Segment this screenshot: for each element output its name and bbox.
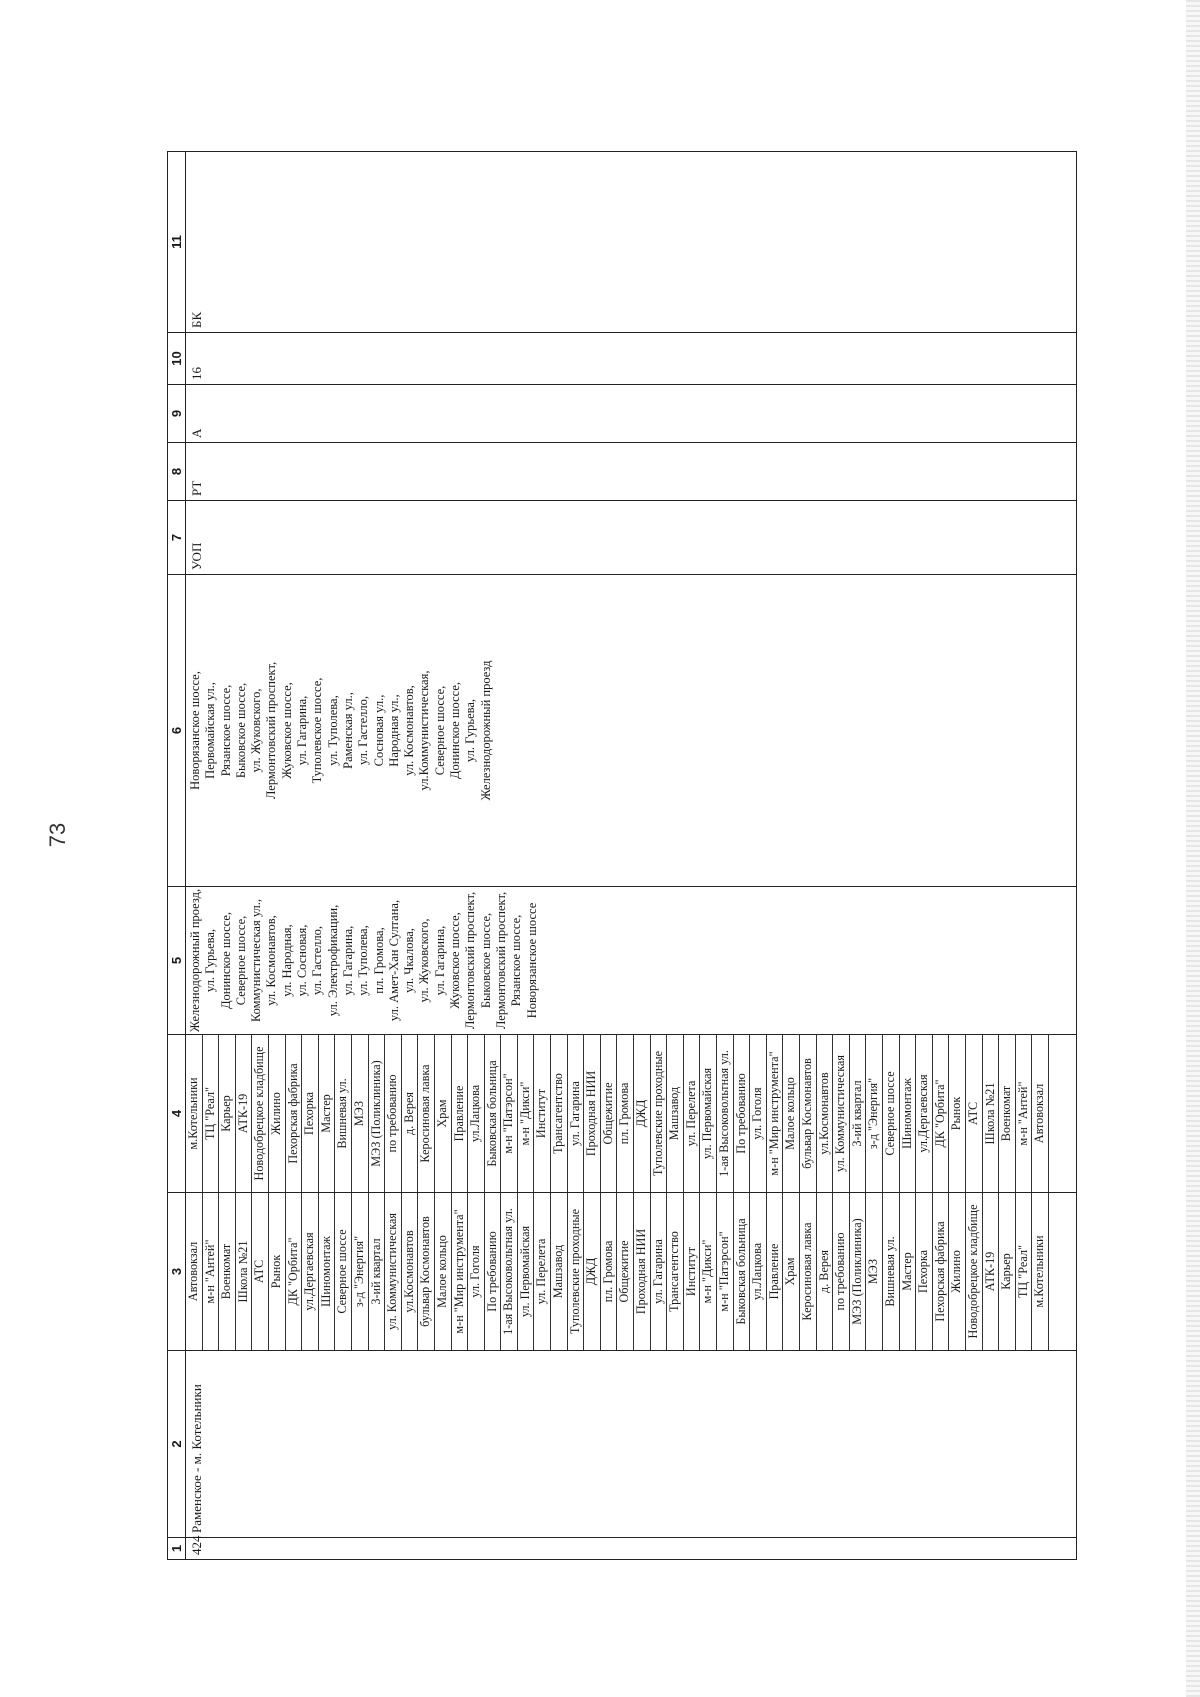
street-item: Рязанское шоссе, xyxy=(218,684,233,777)
stop-item: По требованию xyxy=(485,1193,502,1350)
header-col-10: 10 xyxy=(168,333,186,385)
stops-backward-cell xyxy=(186,1035,1077,1193)
street-item: Раменская ул., xyxy=(340,692,355,769)
stop-item: Керосиновая лавка xyxy=(800,1193,817,1350)
rotated-table-frame xyxy=(167,152,1077,1560)
header-col-11: 11 xyxy=(168,152,186,333)
col9-cell: А xyxy=(186,385,1077,443)
stop-item: Карьер xyxy=(219,1035,236,1192)
stop-item: м-н "Антей" xyxy=(1016,1035,1033,1192)
stop-item: м-н "Патэрсон" xyxy=(501,1035,518,1192)
stop-item: Малое кольцо xyxy=(783,1035,800,1192)
stop-item: ул.Дергаевская xyxy=(302,1193,319,1350)
streets-forward-list xyxy=(186,887,540,1034)
route-number-cell: 424 xyxy=(186,1538,1077,1560)
stop-item: Пехорка xyxy=(302,1035,319,1192)
stop-item: МЭЗ (Поликлиника) xyxy=(850,1193,867,1350)
stop-item: Школа №21 xyxy=(236,1193,253,1350)
stop-item: ул. Первомайская xyxy=(518,1193,535,1350)
street-item: Быковское шоссе, xyxy=(478,912,493,1009)
street-item: ул. Гурьева, xyxy=(203,928,218,993)
stop-item: м-н "Патэрсон" xyxy=(717,1193,734,1350)
stop-item: МЭЗ xyxy=(866,1193,883,1350)
stop-item: Малое кольцо xyxy=(435,1193,452,1350)
stop-item: 3-ий квартал xyxy=(369,1193,386,1350)
stop-item: Автовокзал xyxy=(186,1193,203,1350)
stop-item: ул. Коммунистическая xyxy=(833,1035,850,1192)
stop-item: Институт xyxy=(684,1193,701,1350)
stop-item: ДК "Орбита" xyxy=(933,1035,950,1192)
street-item: Лермонтовский проспект, xyxy=(264,661,279,800)
street-item: Рязанское шоссе, xyxy=(509,914,524,1007)
street-item: ул.Коммунистическая, xyxy=(417,670,432,791)
header-col-1: 1 xyxy=(168,1538,186,1560)
street-item: Железнодорожный проезд, xyxy=(188,888,202,1033)
col10-cell: 16 xyxy=(186,333,1077,385)
header-col-6: 6 xyxy=(168,575,186,887)
stop-item: Храм xyxy=(783,1193,800,1350)
stop-item: Школа №21 xyxy=(983,1035,1000,1192)
header-col-2: 2 xyxy=(168,1351,186,1538)
stop-item: ул.Космонавтов xyxy=(402,1193,419,1350)
stops-forward-cell xyxy=(186,1193,1077,1351)
col11-cell: БК xyxy=(186,152,1077,333)
stop-item: м-н "Дикси" xyxy=(518,1035,535,1192)
street-item: Новорязанское шоссе, xyxy=(188,671,202,790)
stop-item: ул. Коммунистическая xyxy=(385,1193,402,1350)
street-item: Жуковское шоссе, xyxy=(279,682,294,779)
stop-item: Жилино xyxy=(269,1035,286,1192)
stop-item: ул.Дергаевская xyxy=(916,1035,933,1192)
stop-item: ул.Космонавтов xyxy=(817,1035,834,1192)
stop-item: Керосиновая лавка xyxy=(418,1035,435,1192)
street-item: Лермонтовский проспект, xyxy=(463,891,478,1030)
stop-item: Общежитие xyxy=(601,1035,618,1192)
header-col-7: 7 xyxy=(168,501,186,575)
stop-item: ул.Лацкова xyxy=(750,1193,767,1350)
stop-item: м-н "Антей" xyxy=(203,1193,220,1350)
stop-item: ДК "Орбита" xyxy=(286,1193,303,1350)
stops-forward-list xyxy=(186,1193,1049,1350)
stop-item: Правление xyxy=(452,1035,469,1192)
stop-item: Автовокзал xyxy=(1032,1035,1049,1192)
stop-item: По требованию xyxy=(734,1035,751,1192)
stop-item: ул. Первомайская xyxy=(700,1035,717,1192)
street-item: ул. Туполева, xyxy=(356,925,371,996)
stop-item: пл. Громова xyxy=(601,1193,618,1350)
stop-item: м-н "Мир инструмента" xyxy=(452,1193,469,1350)
street-item: ул. Жуковского, xyxy=(249,688,264,773)
stop-item: Шиномонтаж xyxy=(900,1035,917,1192)
route-table xyxy=(167,151,1077,1560)
stop-item: по требованию xyxy=(385,1035,402,1192)
stop-item: АТК-19 xyxy=(983,1193,1000,1350)
stop-item: Туполевские проходные xyxy=(651,1035,668,1192)
street-item: Жуковское шоссе, xyxy=(448,912,463,1009)
stop-item: Быковская больница xyxy=(734,1193,751,1350)
street-item: Железнодорожный проезд xyxy=(478,660,493,801)
stop-item: Институт xyxy=(534,1035,551,1192)
stop-item: 3-ий квартал xyxy=(850,1035,867,1192)
street-item: ул. Гагарина, xyxy=(340,925,355,996)
stop-item: ул. Гагарина xyxy=(651,1193,668,1350)
stop-item: з-д "Энергия" xyxy=(352,1193,369,1350)
street-item: Народная ул., xyxy=(386,694,401,767)
street-item: ул. Космонавтов, xyxy=(402,685,417,776)
stop-item: Пехорская фабрика xyxy=(933,1193,950,1350)
street-item: Северное шоссе, xyxy=(432,685,447,776)
stop-item: ул.Лацкова xyxy=(468,1035,485,1192)
street-item: Донинское шоссе, xyxy=(448,682,463,780)
stop-item: МЭЗ (Поликлиника) xyxy=(369,1035,386,1192)
stop-item: Новодобрецкое кладбище xyxy=(252,1035,269,1192)
stop-item: д. Верея xyxy=(402,1035,419,1192)
street-item: ул. Космонавтов, xyxy=(264,915,279,1006)
stop-item: ул. Гоголя xyxy=(750,1035,767,1192)
street-item: Коммунистическая ул., xyxy=(249,898,264,1023)
stop-item: ул. Гагарина xyxy=(568,1035,585,1192)
stop-item: м-н "Мир инструмента" xyxy=(767,1035,784,1192)
stop-item: 1-ая Высоковольтная ул. xyxy=(717,1035,734,1192)
stop-item: Правление xyxy=(767,1193,784,1350)
street-item: ул. Жуковского, xyxy=(417,918,432,1003)
stop-item: Проходная НИИ xyxy=(634,1193,651,1350)
header-col-8: 8 xyxy=(168,443,186,501)
stop-item: Карьер xyxy=(999,1193,1016,1350)
stop-item: ул. Гоголя xyxy=(468,1193,485,1350)
stop-item: Рынок xyxy=(949,1035,966,1192)
street-item: пл. Громова, xyxy=(371,927,386,994)
stop-item: Храм xyxy=(435,1035,452,1192)
stop-item: Новодобрецкое кладбище xyxy=(966,1193,983,1350)
stop-item: Мастер xyxy=(319,1035,336,1192)
street-item: Лермонтовский проспект, xyxy=(493,891,508,1030)
street-item: ул. Гурьева, xyxy=(463,698,478,763)
streets-backward-cell xyxy=(186,575,1077,887)
stop-item: 1-ая Высоковольтная ул. xyxy=(501,1193,518,1350)
street-item: ул. Гагарина, xyxy=(432,925,447,996)
stop-item: Рынок xyxy=(269,1193,286,1350)
street-item: ул. Амет-Хан Султана, xyxy=(386,899,401,1022)
stop-item: МЭЗ xyxy=(352,1035,369,1192)
col8-cell: РТ xyxy=(186,443,1077,501)
stop-item: Трансагентство xyxy=(551,1035,568,1192)
stop-item: д. Верея xyxy=(817,1193,834,1350)
stop-item: Шиномонтаж xyxy=(319,1193,336,1350)
stop-item: м.Котельники xyxy=(1032,1193,1049,1350)
col7-cell: УОП xyxy=(186,501,1077,575)
street-item: ул. Гастелло, xyxy=(310,925,325,996)
stop-item: Машзавод xyxy=(551,1193,568,1350)
stop-item: Пехорская фабрика xyxy=(286,1035,303,1192)
stop-item: Военкомат xyxy=(999,1035,1016,1192)
stop-item: Туполевские проходные xyxy=(568,1193,585,1350)
stops-backward-list xyxy=(186,1035,1049,1192)
stop-item: м-н "Дикси" xyxy=(700,1193,717,1350)
street-item: Новорязанское шоссе xyxy=(524,902,539,1019)
street-item: ул. Гагарина, xyxy=(295,695,310,766)
street-item: ул. Гастелло, xyxy=(356,695,371,766)
stop-item: з-д "Энергия" xyxy=(866,1035,883,1192)
stop-item: АТС xyxy=(966,1035,983,1192)
header-col-5: 5 xyxy=(168,887,186,1035)
stop-item: АТС xyxy=(252,1193,269,1350)
street-item: ул. Народная, xyxy=(279,924,294,997)
stop-item: ул. Перелета xyxy=(684,1035,701,1192)
stop-item: Мастер xyxy=(900,1193,917,1350)
stop-item: Трансагентство xyxy=(667,1193,684,1350)
stop-item: ТЦ "Реал" xyxy=(1016,1193,1033,1350)
stop-item: Быковская больница xyxy=(485,1035,502,1192)
stop-item: бульвар Космонавтов xyxy=(800,1035,817,1192)
street-item: Сосновая ул., xyxy=(371,694,386,767)
stop-item: ДЖД xyxy=(634,1035,651,1192)
stop-item: Северное шоссе xyxy=(883,1035,900,1192)
street-item: Быковское шоссе, xyxy=(233,682,248,779)
street-item: ул. Чкалова, xyxy=(402,928,417,993)
header-col-9: 9 xyxy=(168,385,186,443)
table-row xyxy=(186,152,1077,1560)
street-item: Северное шоссе, xyxy=(233,915,248,1006)
stop-item: Северное шоссе xyxy=(335,1193,352,1350)
header-col-3: 3 xyxy=(168,1193,186,1351)
stop-item: Вишневая ул. xyxy=(335,1035,352,1192)
stop-item: ДЖД xyxy=(584,1193,601,1350)
scan-edge xyxy=(1186,0,1200,1697)
street-item: ул. Электрофикации, xyxy=(325,904,340,1017)
stop-item: ул. Перелета xyxy=(534,1193,551,1350)
stop-item: бульвар Космонавтов xyxy=(418,1193,435,1350)
stop-item: Вишневая ул. xyxy=(883,1193,900,1350)
stop-item: Общежитие xyxy=(617,1193,634,1350)
street-item: Туполевское шоссе, xyxy=(310,677,325,784)
street-item: ул. Сосновая, xyxy=(295,924,310,997)
street-item: Первомайская ул., xyxy=(203,682,218,779)
street-item: ул. Туполева, xyxy=(325,695,340,766)
streets-backward-list xyxy=(186,575,494,886)
stop-item: Военкомат xyxy=(219,1193,236,1350)
header-col-4: 4 xyxy=(168,1035,186,1193)
stop-item: Машзавод xyxy=(667,1035,684,1192)
stop-item: м.Котельники xyxy=(186,1035,203,1192)
stop-item: Пехорка xyxy=(916,1193,933,1350)
stop-item: по требованию xyxy=(833,1193,850,1350)
street-item: Донинское шоссе, xyxy=(218,912,233,1010)
stop-item: Проходная НИИ xyxy=(584,1035,601,1192)
page-number: 73 xyxy=(45,822,70,848)
stop-item: ТЦ "Реал" xyxy=(203,1035,220,1192)
route-name-cell: Раменское - м. Котельники xyxy=(186,1351,1077,1538)
stop-item: АТК-19 xyxy=(236,1035,253,1192)
stop-item: Жилино xyxy=(949,1193,966,1350)
stop-item: пл. Громова xyxy=(617,1035,634,1192)
streets-forward-cell xyxy=(186,887,1077,1035)
header-row xyxy=(168,152,186,1560)
